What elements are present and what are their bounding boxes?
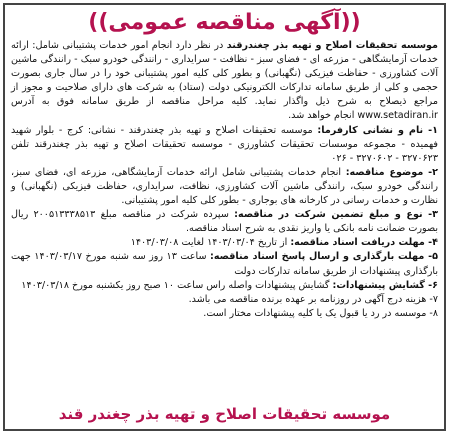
item-label: ۶- گشایش پیشنهادات: [332,279,438,291]
item-text: از تاریخ ۱۴۰۳/۰۳/۰۴ لغایت ۱۴۰۳/۰۳/۰۸ [130,237,291,249]
intro-suffix: انجام خواهد شد. [288,110,358,122]
item-documents-deadline [11,236,438,250]
item-text: انجام خدمات پشتیبانی شامل ارائه خدمات آزمایشگاهی، مزرعه ای، فضای سبز، رانندگی خودرو سبک، رانندگی ماشین آلات کشاورزی، نظافت، سرایداری، حفاظت فیزیکی (نگهبانی) و نظارت و خدمات رسانی در کارخانه های بوجاری - بطور کلی کلیه امور پشتیبانی. [11,166,438,207]
item-text: ساعت ۱۳ روز سه شنبه مورخ ۱۴۰۳/۰۳/۱۷ جهت بارگذاری پیشنهادات از طریق سامانه تدارکات دولت [11,251,438,277]
item-label: ۴- مهلت دریافت اسناد مناقصه: [290,237,438,249]
intro-text: در نظر دارد انجام امور خدمات پشتیبانی شامل: ارائه خدمات آزمایشگاهی - مزرعه ای - فضای سبز - نظافت - سرایداری - رانندگی خودرو سبک - رانندگی ماشین آلات کشاورزی - حفاظت فیزیکی (نگهبانی) و بطور کلی کلیه امور پشتیبانی خود را در سال جاری بصورت حجمی و کلی از طریق سامانه تدارکات الکترونیکی دولت (ستاد) به شرکت های دارای صلاحیت و مجوز از مراجع ذیصلاح به شرح ذیل واگذار نماید. کلیه مراحل مناقصه از طریق سامانه فوق به آدرس [11,40,438,108]
item-ad-cost [11,293,438,307]
website-link: www.setadiran.ir [357,110,438,122]
tender-notice [3,3,446,431]
item-text: ۸- موسسه در رد یا قبول یک یا کلیه پیشنهادات مختار است. [203,307,438,319]
item-employer [11,124,438,166]
item-label: ۳- نوع و مبلغ تضمین شرکت در مناقصه: [234,209,439,221]
footer-signature: موسسه تحقیقات اصلاح و تهیه بذر چغندر قند [58,405,391,423]
item-label: ۵- مهلت بارگذاری و ارسال پاسخ اسناد مناقصه: [210,251,438,263]
item-text: موسسه تحقیقات اصلاح و تهیه بذر چغندرقند - نشانی: کرج - بلوار شهید فهمیده - مجموعه موسسات تحقیقات کشاورزی - موسسه تحقیقات اصلاح و تهیه بذر چغندرقند تلفن ۳۲۷۰۶۲۳ - ۳۲۷۰۶۰۲ - ۰۲۶ [11,124,438,164]
item-guarantee [11,208,438,236]
item-submission-deadline [11,250,438,278]
item-text: ۷- هزینه درج آگهی در روزنامه بر عهده برنده مناقصه می باشد. [188,293,438,305]
item-subject [11,166,438,208]
notice-body [5,39,444,321]
item-label: ۲- موضوع مناقصه: [345,166,439,178]
item-label: ۱- نام و نشانی کارفرما: [317,124,438,136]
item-rejection-right [11,307,438,321]
org-name: موسسه تحقیقات اصلاح و تهیه بذر چغندرقند [226,40,438,51]
item-opening [11,279,438,293]
notice-title: ((آگهی مناقصه عمومی)) [88,10,361,35]
intro-paragraph [11,39,438,124]
item-text: گشایش پیشنهادات واصله راس ساعت ۱۰ صبح روز یکشنبه مورخ ۱۴۰۳/۰۳/۱۸ [21,279,333,291]
item-text: سپرده شرکت در مناقصه مبلغ ۲۰۰۵۱۳۳۳۸۵۱۳ ریال بصورت ضمانت نامه بانکی یا واریز نقدی به شرح اسناد مناقصه. [11,209,438,235]
